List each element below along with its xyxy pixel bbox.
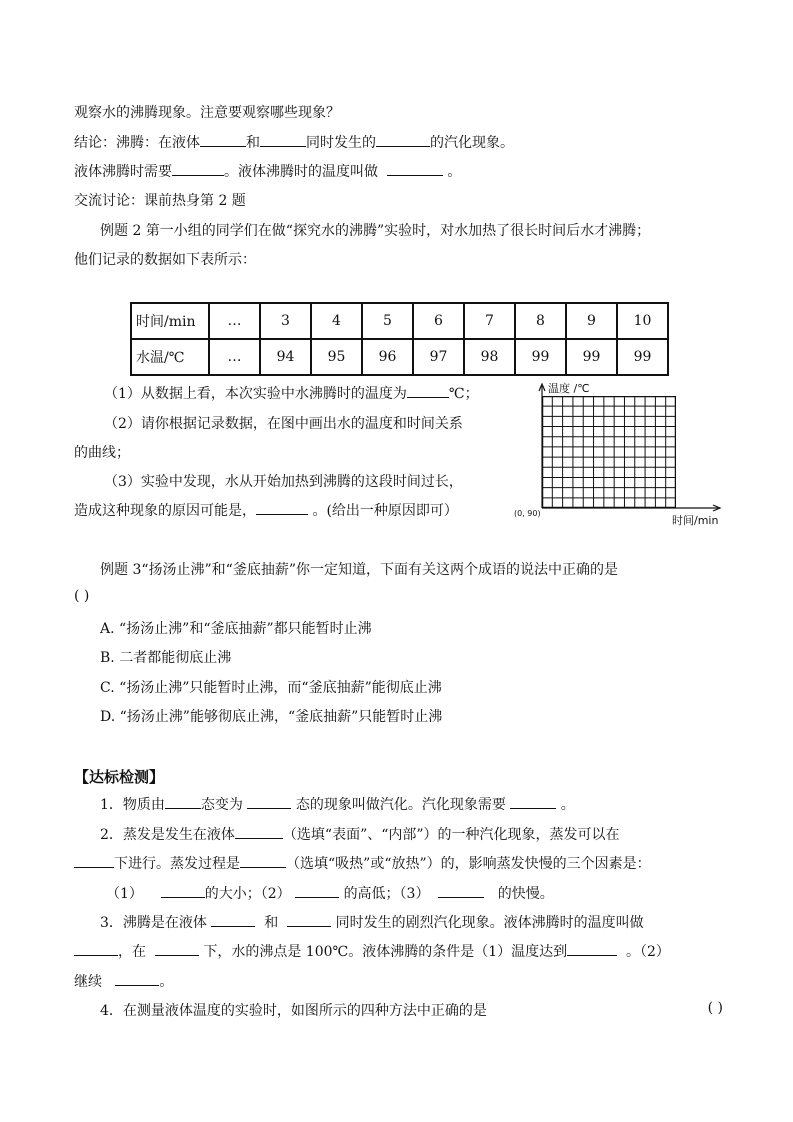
graph-ylabel: 温度 /℃ — [548, 382, 590, 395]
blank[interactable] — [155, 943, 199, 956]
blank[interactable] — [247, 796, 291, 809]
blank[interactable] — [172, 163, 224, 176]
test-q4: 4．在测量液体温度的实验时，如图所示的四种方法中正确的是 — [100, 1003, 487, 1019]
test-q4-answer-paren[interactable]: ( ) — [707, 1000, 723, 1016]
example2-line-1: 例题 2 第一小组的同学们在做“探究水的沸腾”实验时，对水加热了很长时间后水才沸腾； — [100, 223, 651, 239]
option-b[interactable]: B. 二者都能彻底止沸 — [100, 650, 232, 666]
test-q2a: 2．蒸发是发生在液体 （选填“表面”、“内部”）的一种汽化现象，蒸发可以在 — [100, 827, 620, 843]
example3-line-1: 例题 3“扬汤止沸”和“釜底抽薪”你一定知道，下面有关这两个成语的说法中正确的是 — [100, 562, 618, 578]
test-q2c: （1） 的大小；（2） 的高低；（3） 的快慢。 — [106, 886, 554, 902]
blank[interactable] — [510, 796, 556, 809]
intro-line-1: 观察水的沸腾现象。注意要观察哪些现象？ — [74, 105, 340, 121]
blank[interactable] — [161, 885, 205, 898]
intro-line-3: 液体沸腾时需要 。液体沸腾时的温度叫做 。 — [74, 164, 462, 180]
blank[interactable] — [376, 134, 430, 147]
option-a[interactable]: A. “扬汤止沸”和“釜底抽薪”都只能暂时止沸 — [100, 621, 372, 637]
blank[interactable] — [287, 914, 331, 927]
test-q2b: 下进行。蒸发过程是 （选填“吸热”或“放热”）的，影响蒸发快慢的三个因素是： — [74, 853, 651, 873]
graph-axes — [536, 380, 726, 520]
table-row: 时间/min … 3 4 5 6 7 8 9 10 — [131, 303, 668, 339]
graph-origin: (0, 90) — [514, 509, 541, 518]
example2-q2a: （2）请你根据记录数据，在图中画出水的温度和时间关系 — [104, 416, 463, 432]
blank[interactable] — [235, 826, 283, 839]
test-q3b: ，在 下，水的沸点是 100℃。液体沸腾的条件是（1）温度达到 。（2） — [74, 941, 670, 961]
blank[interactable] — [200, 134, 246, 147]
blank[interactable] — [256, 502, 308, 515]
blank[interactable] — [165, 796, 201, 809]
blank[interactable] — [74, 855, 114, 868]
blank[interactable] — [295, 885, 339, 898]
blank[interactable] — [438, 885, 484, 898]
blank[interactable] — [387, 163, 443, 176]
blank[interactable] — [74, 943, 118, 956]
graph-xlabel: 时间/min — [672, 514, 719, 527]
intro-line-4: 交流讨论：课前热身第 2 题 — [74, 193, 246, 209]
example2-q3b: 造成这种现象的原因可能是， 。(给出一种原因即可） — [74, 503, 458, 519]
blank[interactable] — [115, 973, 159, 986]
example2-q2b: 的曲线； — [74, 445, 130, 461]
intro-line-2: 结论：沸腾：在液体 和 同时发生的 的汽化现象。 — [74, 135, 514, 151]
test-q1: 1．物质由 态变为 态的现象叫做汽化。汽化现象需要 。 — [100, 797, 575, 813]
test-q3c: 继续 。 — [74, 974, 174, 990]
test-q3a: 3．沸腾是在液体 和 同时发生的剧烈汽化现象。液体沸腾时的温度叫做 — [100, 915, 644, 931]
option-c[interactable]: C. “扬汤止沸”只能暂时止沸，而“釜底抽薪”能彻底止沸 — [100, 680, 442, 696]
blank[interactable] — [240, 855, 286, 868]
example2-q3a: （3）实验中发现，水从开始加热到沸腾的这段时间过长， — [104, 474, 463, 490]
blank[interactable] — [567, 943, 617, 956]
data-table — [130, 302, 669, 376]
example2-q1: （1）从数据上看，本次实验中水沸腾时的温度为 ℃； — [104, 386, 479, 402]
blank[interactable] — [260, 134, 306, 147]
blank[interactable] — [407, 385, 449, 398]
example2-line-2: 他们记录的数据如下表所示： — [74, 252, 256, 268]
example3-answer-paren[interactable]: ( ) — [74, 588, 90, 604]
blank[interactable] — [211, 914, 255, 927]
table-row: 水温/℃ … 94 95 96 97 98 99 99 99 — [131, 339, 668, 375]
section-heading: 【达标检测】 — [74, 768, 165, 786]
option-d[interactable]: D. “扬汤止沸”能够彻底止沸，“釜底抽薪”只能暂时止沸 — [100, 709, 443, 725]
